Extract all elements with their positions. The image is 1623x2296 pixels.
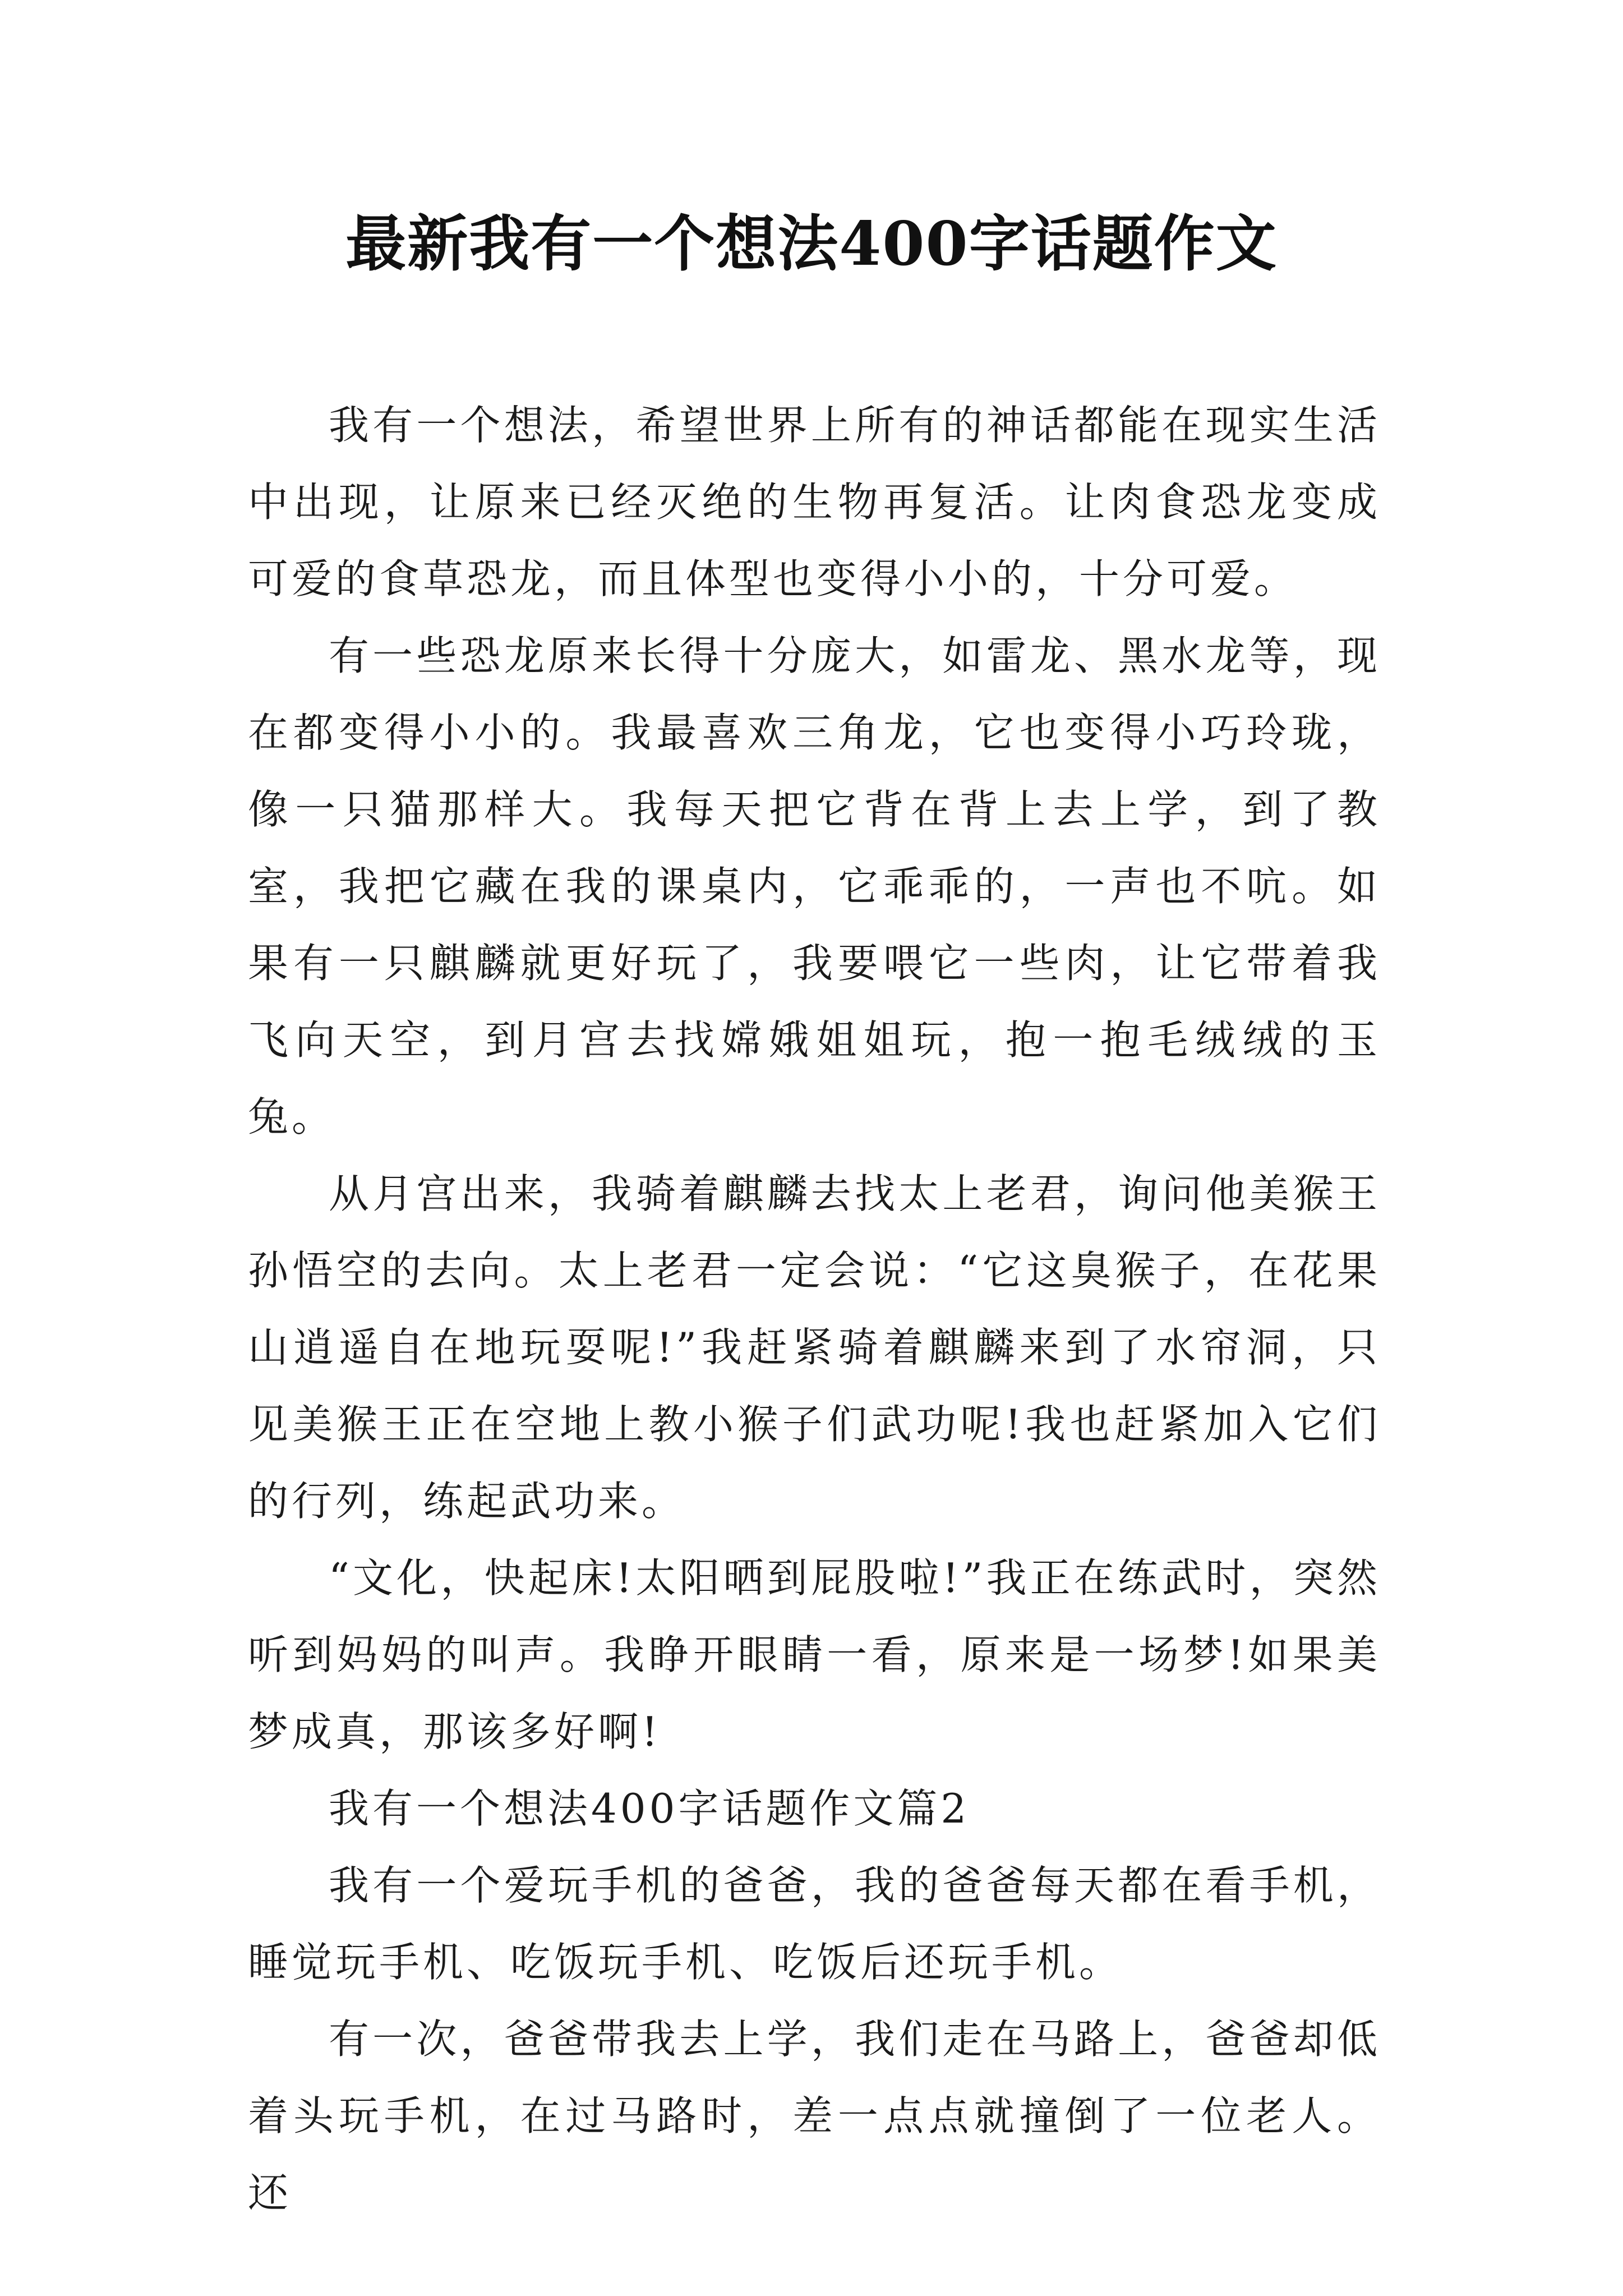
paragraph-1: 我有一个想法，希望世界上所有的神话都能在现实生活中出现，让原来已经灭绝的生物再复活。让肉食恐龙变成可爱的食草恐龙，而且体型也变得小小的，十分可爱。 bbox=[248, 402, 1381, 602]
paragraph-5: 我有一个爱玩手机的爸爸，我的爸爸每天都在看手机，睡觉玩手机、吃饭玩手机、吃饭后还玩手机。 bbox=[248, 1862, 1381, 1986]
paragraph-6: 有一次，爸爸带我去上学，我们走在马路上，爸爸却低着头玩手机，在过马路时，差一点点就撞倒了一位老人。还 bbox=[248, 2016, 1381, 2216]
section-heading-2: 我有一个想法400字话题作文篇2 bbox=[329, 1785, 970, 1832]
document-title: 最新我有一个想法400字话题作文 bbox=[345, 209, 1278, 279]
paragraph-3: 从月宫出来，我骑着麒麟去找太上老君，询问他美猴王孙悟空的去向。太上老君一定会说：“它这臭猴子，在花果山逍遥自在地玩耍呢!”我赶紧骑着麒麟来到了水帘洞，只见美猴王正在空地上教小猴子们武功呢!我也赶紧加入它们的行列，练起武功来。 bbox=[248, 1170, 1381, 1525]
paragraph-4: “文化，快起床!太阳晒到屁股啦!”我正在练武时，突然听到妈妈的叫声。我睁开眼睛一看，原来是一场梦!如果美梦成真，那该多好啊! bbox=[248, 1554, 1381, 1755]
paragraph-2: 有一些恐龙原来长得十分庞大，如雷龙、黑水龙等，现在都变得小小的。我最喜欢三角龙，它也变得小巧玲珑，像一只猫那样大。我每天把它背在背上去上学，到了教室，我把它藏在我的课桌内，它乖乖的，一声也不吭。如果有一只麒麟就更好玩了，我要喂它一些肉，让它带着我飞向天空，到月宫去找嫦娥姐姐玩，抱一抱毛绒绒的玉兔。 bbox=[248, 632, 1381, 1140]
document-body bbox=[248, 387, 1381, 2231]
